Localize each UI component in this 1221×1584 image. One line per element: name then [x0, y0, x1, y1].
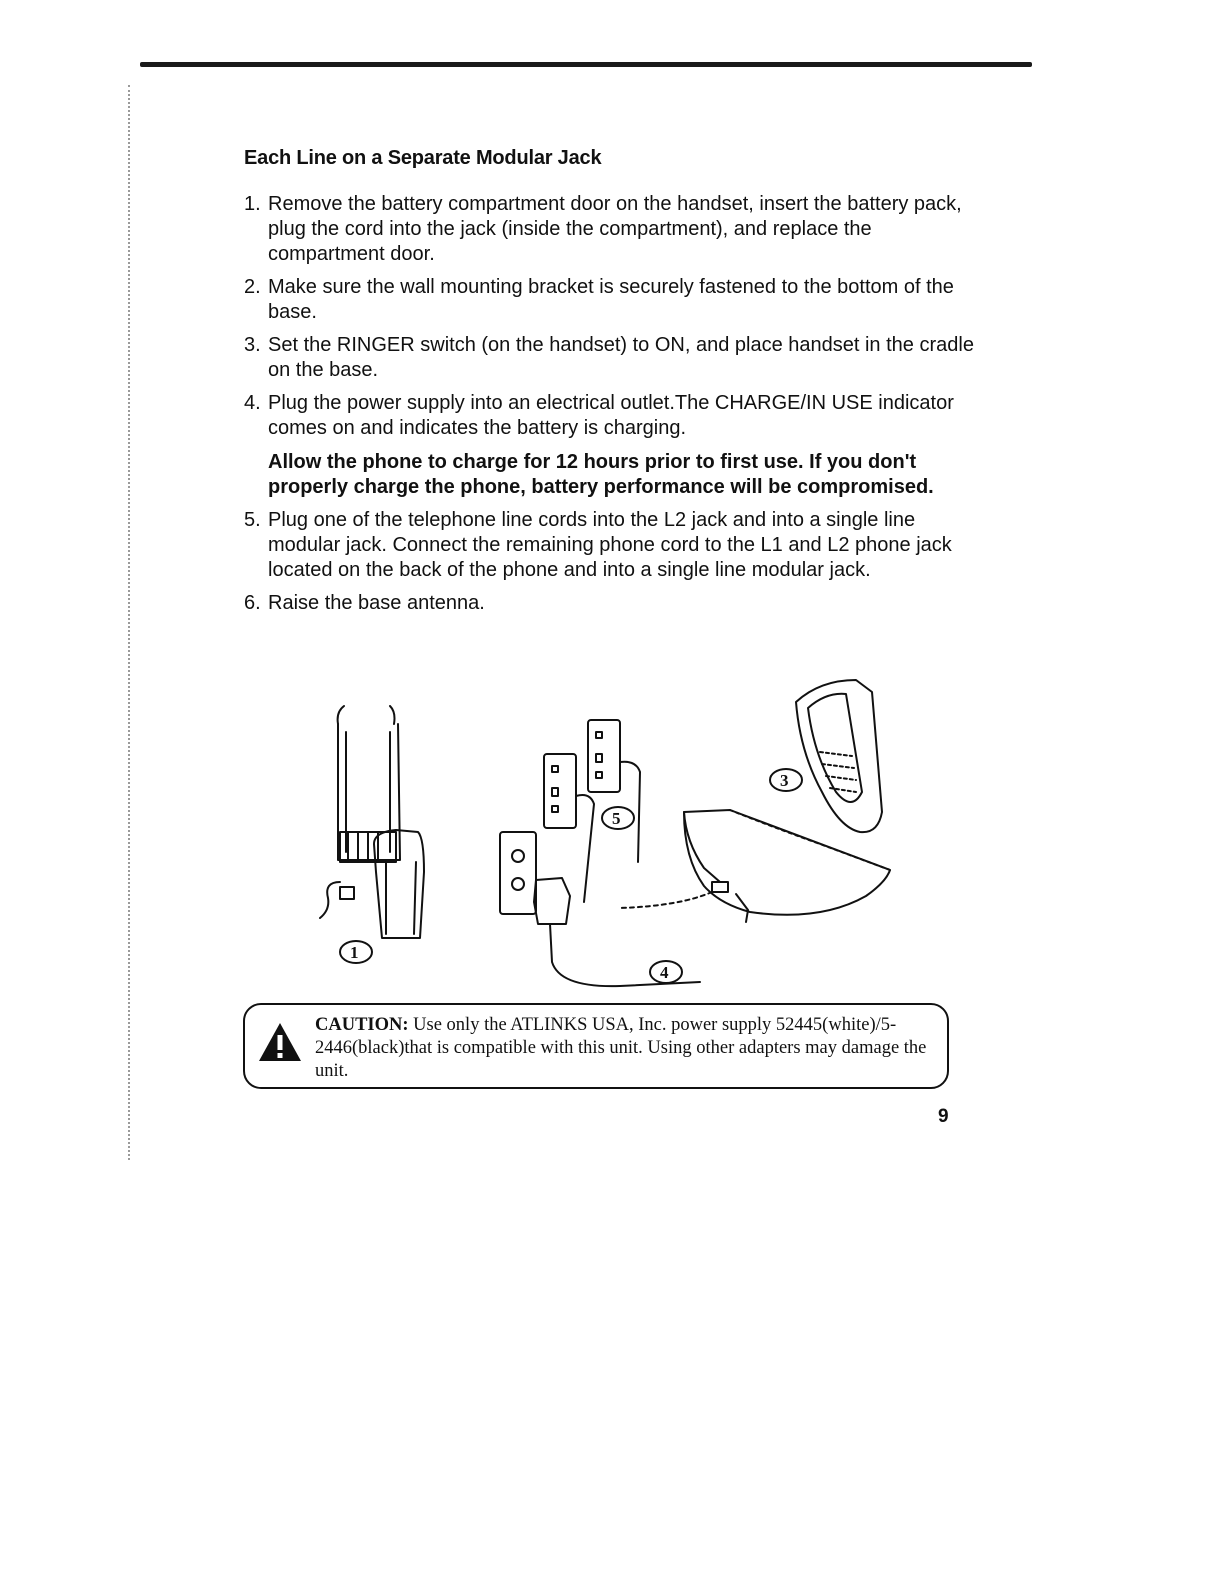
charge-note: Allow the phone to charge for 12 hours prior to first use. If you don't properly charge the phone, battery performance will be compromised. [268, 451, 934, 498]
step-text: Make sure the wall mounting bracket is securely fastened to the bottom of the base. [268, 276, 954, 323]
callout-5-label: 5 [612, 809, 621, 828]
step-number: 1. [244, 193, 261, 215]
step-4 [244, 391, 974, 500]
handset-drawing [796, 680, 882, 832]
step-text: Plug the power supply into an electrical outlet.The CHARGE/IN USE indicator comes on and indicates the battery is charging. [268, 392, 954, 439]
instruction-steps [244, 192, 974, 624]
callout-5 [602, 807, 634, 829]
step-number: 2. [244, 276, 261, 298]
caution-label: CAUTION: [315, 1015, 409, 1035]
step-3 [244, 333, 974, 383]
step-number: 5. [244, 509, 261, 531]
caution-text [315, 1014, 935, 1083]
step-number: 4. [244, 392, 261, 414]
step-text-block [268, 391, 974, 500]
callout-3-label: 3 [780, 771, 789, 790]
step-1 [244, 192, 974, 267]
step-text: Raise the base antenna. [268, 592, 485, 614]
wall-jacks-drawing [500, 720, 700, 986]
step-text: Plug one of the telephone line cords into the L2 jack and into a single line modular jack. Connect the remaining phone cord to the L1 and L2 phone jack located on the back of the phone and into a single line modular jack. [268, 509, 952, 581]
callout-4-label: 4 [660, 963, 669, 982]
caution-message: Use only the ATLINKS USA, Inc. power supply 52445(white)/5-2446(black)that is compatible with this unit. Using other adapters may damage the unit. [315, 1015, 927, 1081]
section-heading: Each Line on a Separate Modular Jack [244, 147, 602, 169]
callout-4 [650, 961, 682, 983]
step-number: 3. [244, 334, 261, 356]
step-number: 6. [244, 592, 261, 614]
callout-3 [770, 769, 802, 791]
warning-triangle-icon [257, 1021, 303, 1063]
step-6 [244, 591, 974, 616]
step-text: Remove the battery compartment door on the handset, insert the battery pack, plug the cord into the jack (inside the compartment), and replace the compartment door. [268, 193, 962, 265]
installation-illustration [300, 672, 920, 992]
step-2 [244, 275, 974, 325]
step-5 [244, 508, 974, 583]
handset-battery-drawing [320, 706, 424, 938]
callout-1-label: 1 [350, 943, 359, 962]
top-rule [140, 62, 1032, 67]
margin-dotted-line [128, 85, 130, 1160]
page-number: 9 [938, 1106, 949, 1127]
caution-box [243, 1003, 949, 1089]
callout-1 [340, 941, 372, 963]
step-text: Set the RINGER switch (on the handset) to ON, and place handset in the cradle on the base. [268, 334, 974, 381]
